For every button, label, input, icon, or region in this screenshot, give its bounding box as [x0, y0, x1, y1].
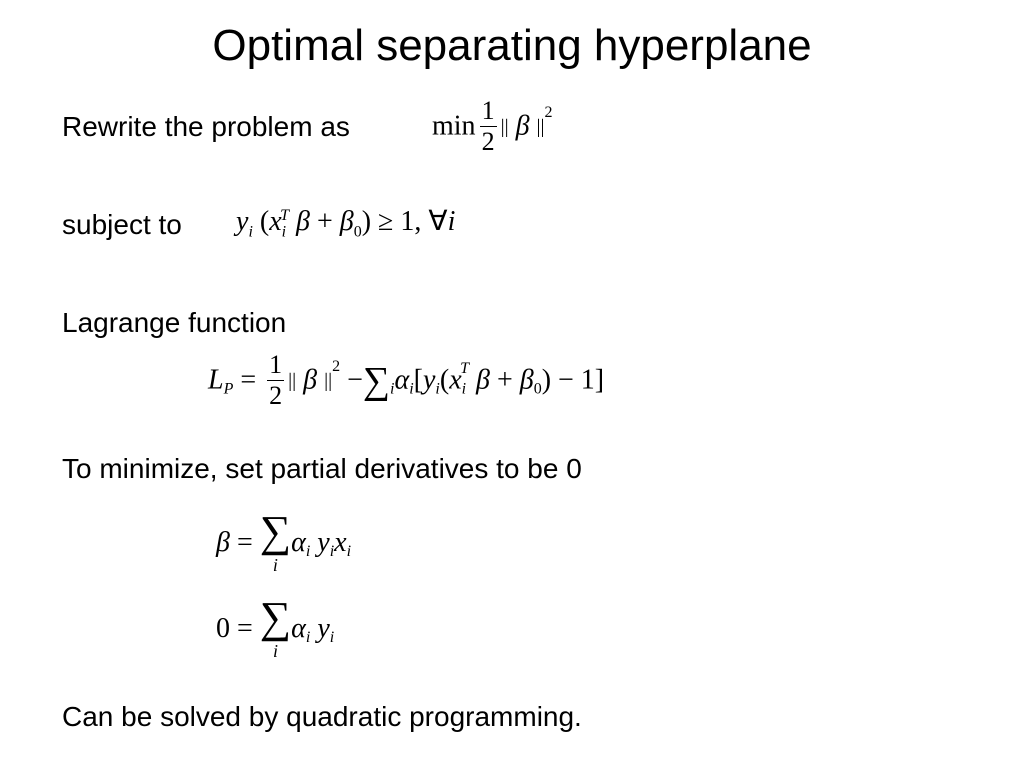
constraint-equation: $y_i$ ($x_i^T$ $\beta + \beta_0) \ge 1$, ∀i [236, 206, 456, 241]
summation-symbol: ∑ i [259, 593, 292, 661]
minimize-label: To minimize, set partial derivatives to be 0 [62, 453, 582, 484]
rewrite-label: Rewrite the problem as [62, 111, 350, 142]
lagrange-label: Lagrange function [62, 307, 287, 338]
beta-derivative-equation: β = ∑ i $\alpha_i$ $y_ix_i$ [216, 507, 352, 575]
one-half-fraction: $\frac{1}{2}$ [269, 350, 283, 410]
solved-label: Can be solved by quadratic programming. [62, 701, 582, 732]
summation-symbol: ∑ [362, 359, 391, 402]
slide-title: Optimal separating hyperplane [212, 21, 812, 70]
one-half-fraction: $\frac{1}{2}$ [481, 96, 495, 156]
beta-symbol: β [515, 110, 530, 142]
objective-equation: min $\frac{1}{2}$ || β $||^2$ [432, 96, 553, 156]
summation-symbol: ∑ i [259, 507, 292, 575]
lagrange-equation: $L_P$ = $\frac{1}{2}$ || β $||^2 -\sum_i\alpha_i[y_i(x_i^T$ $\beta + \beta_0) - 1$] [208, 350, 605, 410]
zero-derivative-equation: 0 = ∑ i $\alpha_i$ $y_i$ [216, 593, 335, 661]
min-operator: min [432, 110, 476, 142]
subject-to-label: subject to [62, 209, 182, 240]
